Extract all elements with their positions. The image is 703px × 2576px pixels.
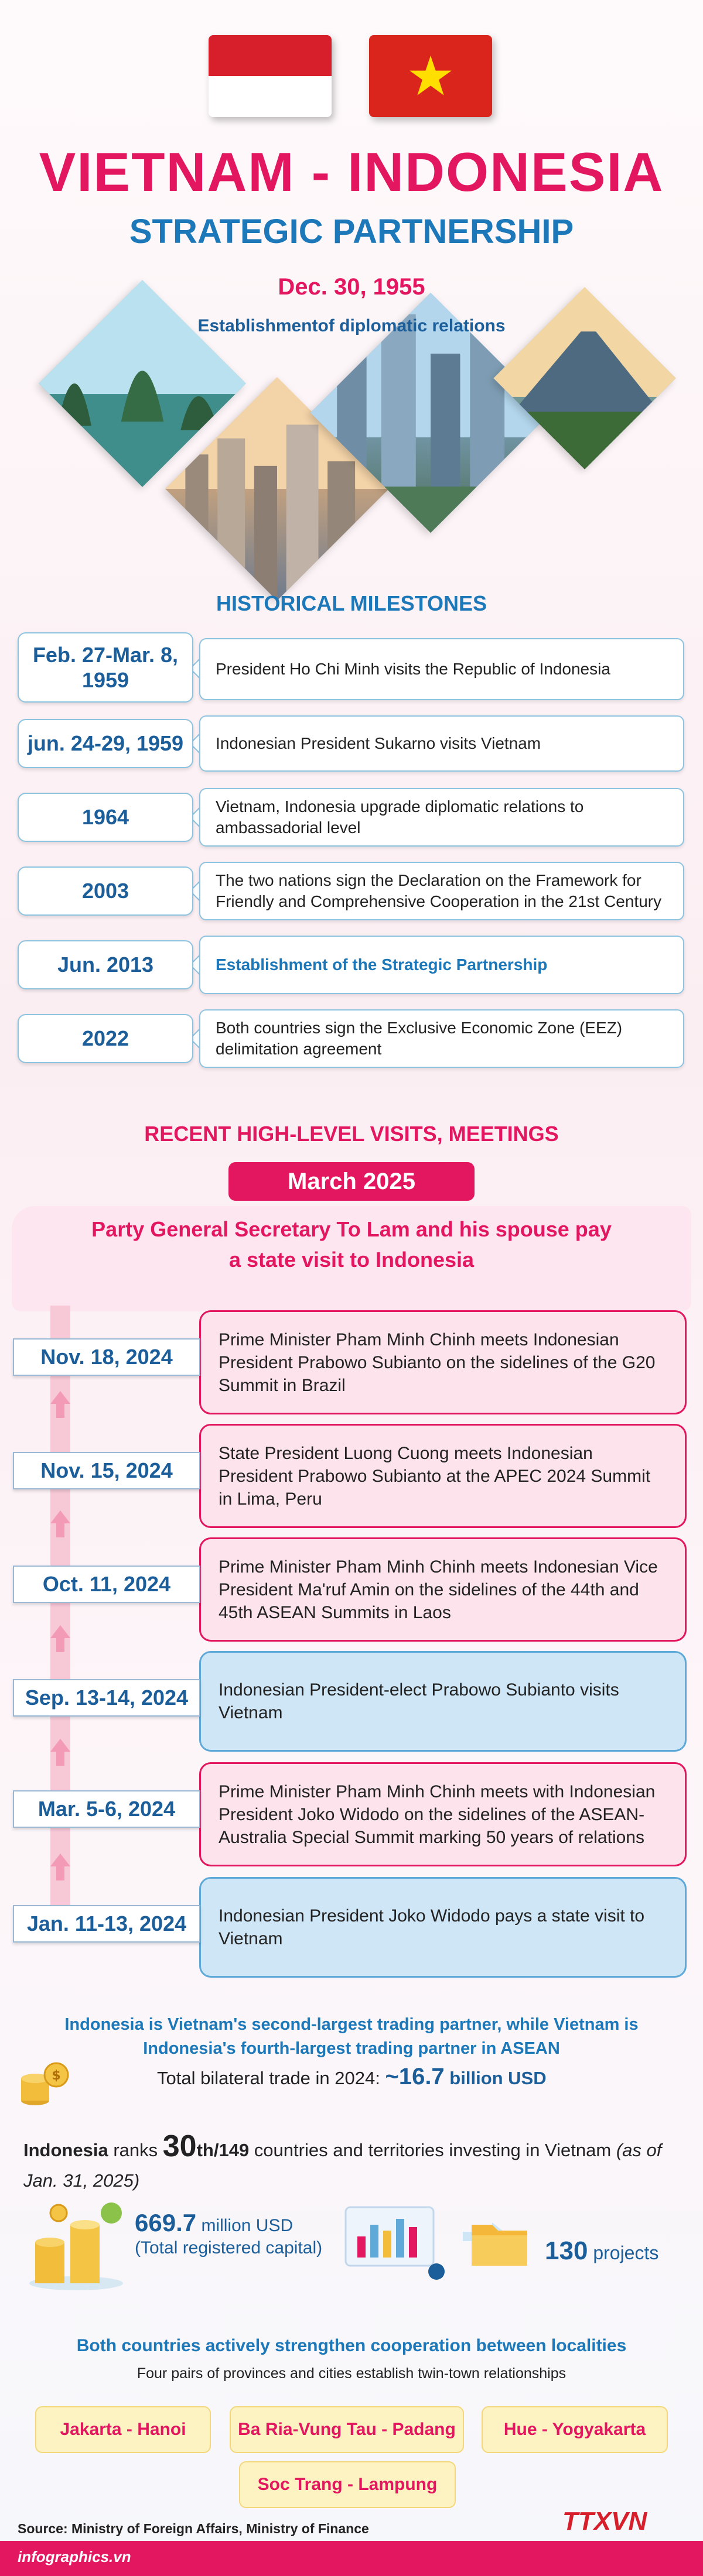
rank-value: 30 <box>162 2129 197 2163</box>
projects-label: projects <box>588 2242 659 2263</box>
indonesia-flag-icon <box>209 35 332 117</box>
timeline-arrow-icon <box>50 1510 70 1537</box>
highlight-date-badge: March 2025 <box>228 1162 475 1201</box>
capital-label: (Total registered capital) <box>135 2238 323 2258</box>
rank-suffix: th <box>196 2140 214 2160</box>
milestone-text: Indonesian President Sukarno visits Vietnam <box>199 715 684 772</box>
vietnam-flag-icon <box>369 35 492 117</box>
highlight-text: Party General Secretary To Lam and his spouse pay a state visit to Indonesia <box>91 1217 612 1272</box>
twin-town-pair: Jakarta - Hanoi <box>35 2406 211 2453</box>
visits-title: RECENT HIGH-LEVEL VISITS, MEETINGS <box>144 1122 559 1146</box>
milestone-date: jun. 24-29, 1959 <box>18 719 193 768</box>
trade-total <box>157 2064 684 2090</box>
investment-rank <box>23 2125 680 2193</box>
trade-value: ~16.7 <box>385 2064 445 2089</box>
visit-text: State President Luong Cuong meets Indonesian President Prabowo Subianto at the APEC 2024 Summit in Lima, Peru <box>199 1424 687 1528</box>
timeline-arrow-icon <box>50 1391 70 1418</box>
rank-total: /149 <box>213 2140 250 2160</box>
projects-value: 130 <box>545 2236 588 2265</box>
milestone-date: 2022 <box>18 1014 193 1063</box>
folder-icon <box>469 2213 533 2272</box>
page-subtitle: STRATEGIC PARTNERSHIP <box>129 213 574 251</box>
timeline-arrow-icon <box>50 1625 70 1652</box>
projects-count <box>545 2236 697 2266</box>
capital-unit: million USD <box>196 2216 294 2235</box>
coin-stack-icon <box>18 2055 70 2108</box>
trade-label: Total bilateral trade in 2024: <box>157 2068 385 2088</box>
milestone-date: Feb. 27-Mar. 8, 1959 <box>18 632 193 703</box>
milestone-date: Jun. 2013 <box>18 940 193 989</box>
milestones-title: HISTORICAL MILESTONES <box>216 591 487 615</box>
footer-url[interactable]: infographics.vn <box>18 2548 131 2565</box>
milestone-text: The two nations sign the Declaration on the Framework for Friendly and Comprehensive Cooperation in the 21st Century <box>199 862 684 920</box>
cooperation-subtitle: Four pairs of provinces and cities establish twin-town relationships <box>136 2365 567 2382</box>
ttxvn-logo: TTXVN <box>562 2507 647 2536</box>
visit-text: Prime Minister Pham Minh Chinh meets Indonesian President Prabowo Subianto on the sidelines of the G20 Summit in Brazil <box>199 1310 687 1414</box>
visit-date: Nov. 15, 2024 <box>13 1452 200 1489</box>
twin-town-pair: Soc Trang - Lampung <box>239 2461 456 2508</box>
timeline-arrow-icon <box>50 1854 70 1880</box>
visit-text: Prime Minister Pham Minh Chinh meets Indonesian Vice President Ma'ruf Amin on the sidelines of the 44th and 45th ASEAN Summits in Laos <box>199 1537 687 1642</box>
milestone-date: 1964 <box>18 793 193 842</box>
registered-capital <box>135 2208 328 2259</box>
milestone-text: Establishment of the Strategic Partnership <box>199 936 684 994</box>
svg-text:$: $ <box>52 2068 61 2083</box>
page-title: VIETNAM - INDONESIA <box>39 141 664 203</box>
establishment-label: Establishmentof diplomatic relations <box>197 316 506 335</box>
rank-tail: countries and territories investing in Vietnam <box>249 2140 616 2160</box>
visit-date: Oct. 11, 2024 <box>13 1566 200 1603</box>
milestone-date: 2003 <box>18 866 193 916</box>
money-tree-icon <box>23 2190 129 2295</box>
trade-summary: Indonesia is Vietnam's second-largest trading partner, while Vietnam is Indonesia's fourth-largest trading partner in ASEAN <box>64 2015 639 2058</box>
source-note: Source: Ministry of Foreign Affairs, Ministry of Finance <box>18 2521 369 2536</box>
visit-date: Nov. 18, 2024 <box>13 1338 200 1376</box>
milestone-text: Both countries sign the Exclusive Economic Zone (EEZ) delimitation agreement <box>199 1009 684 1068</box>
rank-as-of: (as of Jan. 31, 2025) <box>23 2140 662 2191</box>
twin-town-pair: Ba Ria-Vung Tau - Padang <box>230 2406 464 2453</box>
trade-unit: billion USD <box>444 2068 547 2088</box>
milestone-text: Vietnam, Indonesia upgrade diplomatic relations to ambassadorial level <box>199 788 684 847</box>
timeline-arrow-icon <box>50 1739 70 1766</box>
visit-text: Indonesian President Joko Widodo pays a state visit to Vietnam <box>199 1877 687 1978</box>
visit-date: Sep. 13-14, 2024 <box>13 1679 200 1717</box>
dashboard-icon <box>334 2201 451 2289</box>
visit-date: Jan. 11-13, 2024 <box>13 1905 200 1943</box>
cooperation-title: Both countries actively strengthen cooperation between localities <box>76 2336 627 2355</box>
visit-text: Indonesian President-elect Prabowo Subianto visits Vietnam <box>199 1651 687 1752</box>
twin-town-pair: Hue - Yogyakarta <box>482 2406 668 2453</box>
visit-date: Mar. 5-6, 2024 <box>13 1790 200 1828</box>
capital-value: 669.7 <box>135 2209 197 2236</box>
establishment-date: Dec. 30, 1955 <box>278 274 425 300</box>
milestone-text: President Ho Chi Minh visits the Republic of Indonesia <box>199 638 684 700</box>
rank-word: ranks <box>108 2140 163 2160</box>
rank-country: Indonesia <box>23 2140 108 2160</box>
visit-text: Prime Minister Pham Minh Chinh meets with Indonesian President Joko Widodo on the sidelines of the ASEAN-Australia Special Summit marking 50 years of relations <box>199 1762 687 1866</box>
